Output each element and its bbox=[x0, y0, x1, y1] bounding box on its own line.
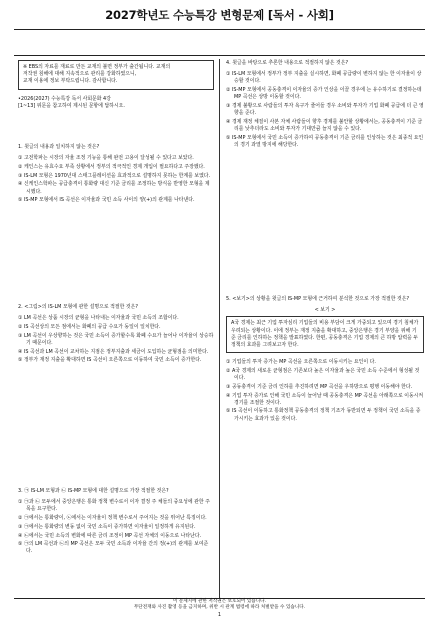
notice-line: ※ EBS의 자료를 재료로 만든 교재의 불면 정부가 출간됩니다. 교재의 bbox=[23, 64, 171, 70]
answer-choice[interactable]: ④ IS 곡선과 LM 곡선이 교차하는 지점은 정부지출과 세금이 도입하는 균형점을 의미한다. bbox=[18, 348, 209, 355]
footer-line-2: 무단전재와 사진 촬영 등을 금지하며, 위반 시 관계 법령에 따라 처벌받을 수 있습니다. bbox=[133, 605, 306, 610]
question-stem: 1. 윗글의 내용과 일치하지 않는 것은? bbox=[18, 144, 100, 150]
answer-choice[interactable]: ② 케인스는 유효수요 부족 상황에서 정부의 적극적인 경제 개입이 필요하다고 주장했다. bbox=[18, 163, 205, 170]
answer-choice[interactable]: ⑤ ㉠의 LM 곡선과 ㉡의 MP 곡선은 모두 국민 소득과 이자율 간의 정(+)의 관계를 보여준다. bbox=[18, 541, 209, 555]
answer-choice[interactable]: ① ㉠과 ㉡ 모두에서 중앙은행은 통화 정책 변수로서 이자 결정 주 체들의 중요성에 관한 주목을 요구한다. bbox=[18, 499, 210, 513]
question-5 bbox=[226, 296, 424, 424]
answer-choice[interactable]: ② IS 곡선상의 모든 점에서는 화폐의 공급 수요가 동일이 일치한다. bbox=[18, 323, 161, 330]
instruction-line: [1~13] 위문을 참고하여 제시된 문항에 답하시오. bbox=[18, 102, 125, 109]
question-3 bbox=[18, 488, 214, 557]
answer-choice[interactable]: ① 고전학파는 시장의 자율 조정 기능을 통해 완전 고용이 달성될 수 있다고 보았다. bbox=[18, 155, 194, 162]
answer-choice[interactable]: ⑤ IS-MP 모형에서 국민 소득이 증가하여 공동충격이 기준 금리를 인상하는 것은 최종적 요인의 경기 과열 방지에 해당한다. bbox=[226, 134, 424, 149]
answer-choice[interactable]: ④ 기업 투자 증가로 인해 국민 소득이 늘어날 때 공동충격은 MP 곡선을 아래쪽으로 이동시켜 경기를 조절한 것이다. bbox=[226, 392, 424, 406]
answer-choice[interactable]: ③ 경제 불황으로 사람들의 투자 욕구가 줄어들 경우 소비와 투자가 기업 화폐 공급에 더 큰 영향을 준다. bbox=[226, 103, 424, 117]
question-2 bbox=[18, 304, 214, 366]
question-4 bbox=[226, 60, 424, 151]
answer-choice[interactable]: ④ 신케인스학파는 공급충격이 통화량 대신 기준 금리를 조정하는 방식을 반영한 모형을 제시했다. bbox=[18, 181, 210, 195]
title-rule-top bbox=[14, 29, 425, 30]
answer-choice[interactable]: ④ 경제 재정 체질이 사본 자체 사람들이 향후 경제를 불안할 상황에서는, 공동충격이 기준 금리를 낮추더라도 소비와 투자가 기대만큼 늘지 않을 수 있다. bbox=[226, 118, 423, 133]
question-stem: 3. ㉠ IS-LM 모형과 ㉡ IS-MP 모형에 대한 설명으로 가장 적절한 것은? bbox=[18, 488, 169, 494]
answer-choice[interactable]: ① IS-LM 모형에서 정부가 정부 지출을 실시하면, 화폐 공급량이 변하지 않는 한 이자율이 상승할 것이다. bbox=[226, 71, 422, 85]
answer-choice[interactable]: ③ IS-LM 모형은 1970년대 스태그플레이션을 효과적으로 설명하지 못하는 한계를 보였다. bbox=[18, 172, 211, 179]
copyright-notice-box bbox=[18, 60, 214, 90]
answer-choice[interactable]: ② ㉠에서는 통화량이, ㉡에서는 이자율이 정책 변수로서 주어지는 것을 뛰어난 특징이다. bbox=[18, 515, 207, 522]
example-box: A국 경제는 최근 기업 투자심리 기업들의 비용 부담이 크게 가중되고 있으며 경기 침체가 우려되는 상황이다. 이에 정부는 재정 지출을 확대하고, 중앙은행은 경기 부양을 위해 기준 금리를 인하하는 정책을 발표하였다. 한편, 공동충격은 기업 경제의 큰 하방 압력을 두 정책의 효과를 그려보고자 한다. bbox=[226, 316, 424, 353]
title-rule-bottom bbox=[14, 55, 425, 56]
answer-choice[interactable]: ① 기업들의 투자 증가는 MP 곡선을 오른쪽으로 이동시키는 요인이 다. bbox=[226, 359, 376, 366]
source-line: •2026(2027) 수능특강 독서 사회문화 4강 bbox=[18, 95, 111, 102]
question-1 bbox=[18, 144, 214, 206]
answer-choice[interactable]: ③ 공동충격이 기준 금리 인하를 추진하려면 MP 곡선을 우하방으로 평행 이동해야 한다. bbox=[226, 383, 413, 390]
answer-choice[interactable]: ③ ㉠에서는 통화량의 변동 없이 국민 소득이 증가하면 이자율이 일정하게 유지된다. bbox=[18, 523, 196, 530]
footer-line-1: 이 문제지에 관한 저작권은 보호되어 있습니다. bbox=[172, 599, 267, 604]
column-divider bbox=[219, 59, 220, 599]
document-title: 2027학년도 수능특강 변형문제 [독서 - 사회] bbox=[105, 8, 334, 22]
answer-choice[interactable]: ⑤ 정부가 재정 지출을 확대하면 IS 곡선이 오른쪽으로 이동하여 국민 소득이 증가한다. bbox=[18, 357, 202, 364]
example-box-label: < 보기 > bbox=[314, 307, 336, 314]
question-stem: 4. 윗글을 바탕으로 추론한 내용으로 적절하지 않은 것은? bbox=[226, 60, 349, 66]
answer-choice[interactable]: ③ LM 곡선이 우상향하는 것은 국민 소득이 증가할수록 화폐 수요가 늘어나 이자율이 상승하기 때문이다. bbox=[18, 332, 214, 346]
left-column bbox=[18, 60, 214, 555]
notice-line: 교재 이용에 정보 부탁드립니다. 감사합니다. bbox=[23, 78, 118, 85]
answer-choice[interactable]: ① LM 곡선은 상품 시장의 균형을 나타내는 이자율과 국민 소득의 조합이다. bbox=[18, 315, 179, 322]
notice-line: 저작권 침해에 대해 지속적으로 관리를 강화하였으니, bbox=[23, 71, 137, 78]
answer-choice[interactable]: ⑤ IS-MP 모형에서 IS 곡선은 이자율과 국민 소득 사이의 양(+)의 관계를 나타낸다. bbox=[18, 197, 195, 204]
question-stem: 2. <그림>의 IS-LM 모형에 관한 설명으로 적절한 것은? bbox=[18, 304, 138, 310]
answer-choice[interactable]: ② IS-MP 모형에서 공동충격이 이자율의 증가 인상을 이끌 경우에 는 유수하기로 결정하는데 MP 곡선은 상방 이동할 것이다. bbox=[226, 87, 422, 101]
question-stem: 5. <보기>의 상황을 윗글의 IS-MP 모형에 근거하여 분석한 것으로 가장 적절한 것은? bbox=[226, 296, 410, 302]
answer-choice[interactable]: ② A국 경제의 새로운 균형점은 기존보다 높은 이자율과 높은 국민 소득 수준에서 형성될 것이다. bbox=[226, 367, 420, 382]
answer-choice[interactable]: ④ ㉡에서는 국민 소득의 변화에 따른 금리 조정이 MP 곡선 자체의 이동으로 나타난다. bbox=[18, 532, 202, 539]
page-number: 1 bbox=[217, 612, 222, 618]
answer-choice[interactable]: ⑤ IS 곡선이 이동하고 통화정책 공동충격의 정책 기조가 동반되면 두 정책이 국민 소득을 증가시키는 효과가 있을 것이다. bbox=[226, 408, 421, 422]
